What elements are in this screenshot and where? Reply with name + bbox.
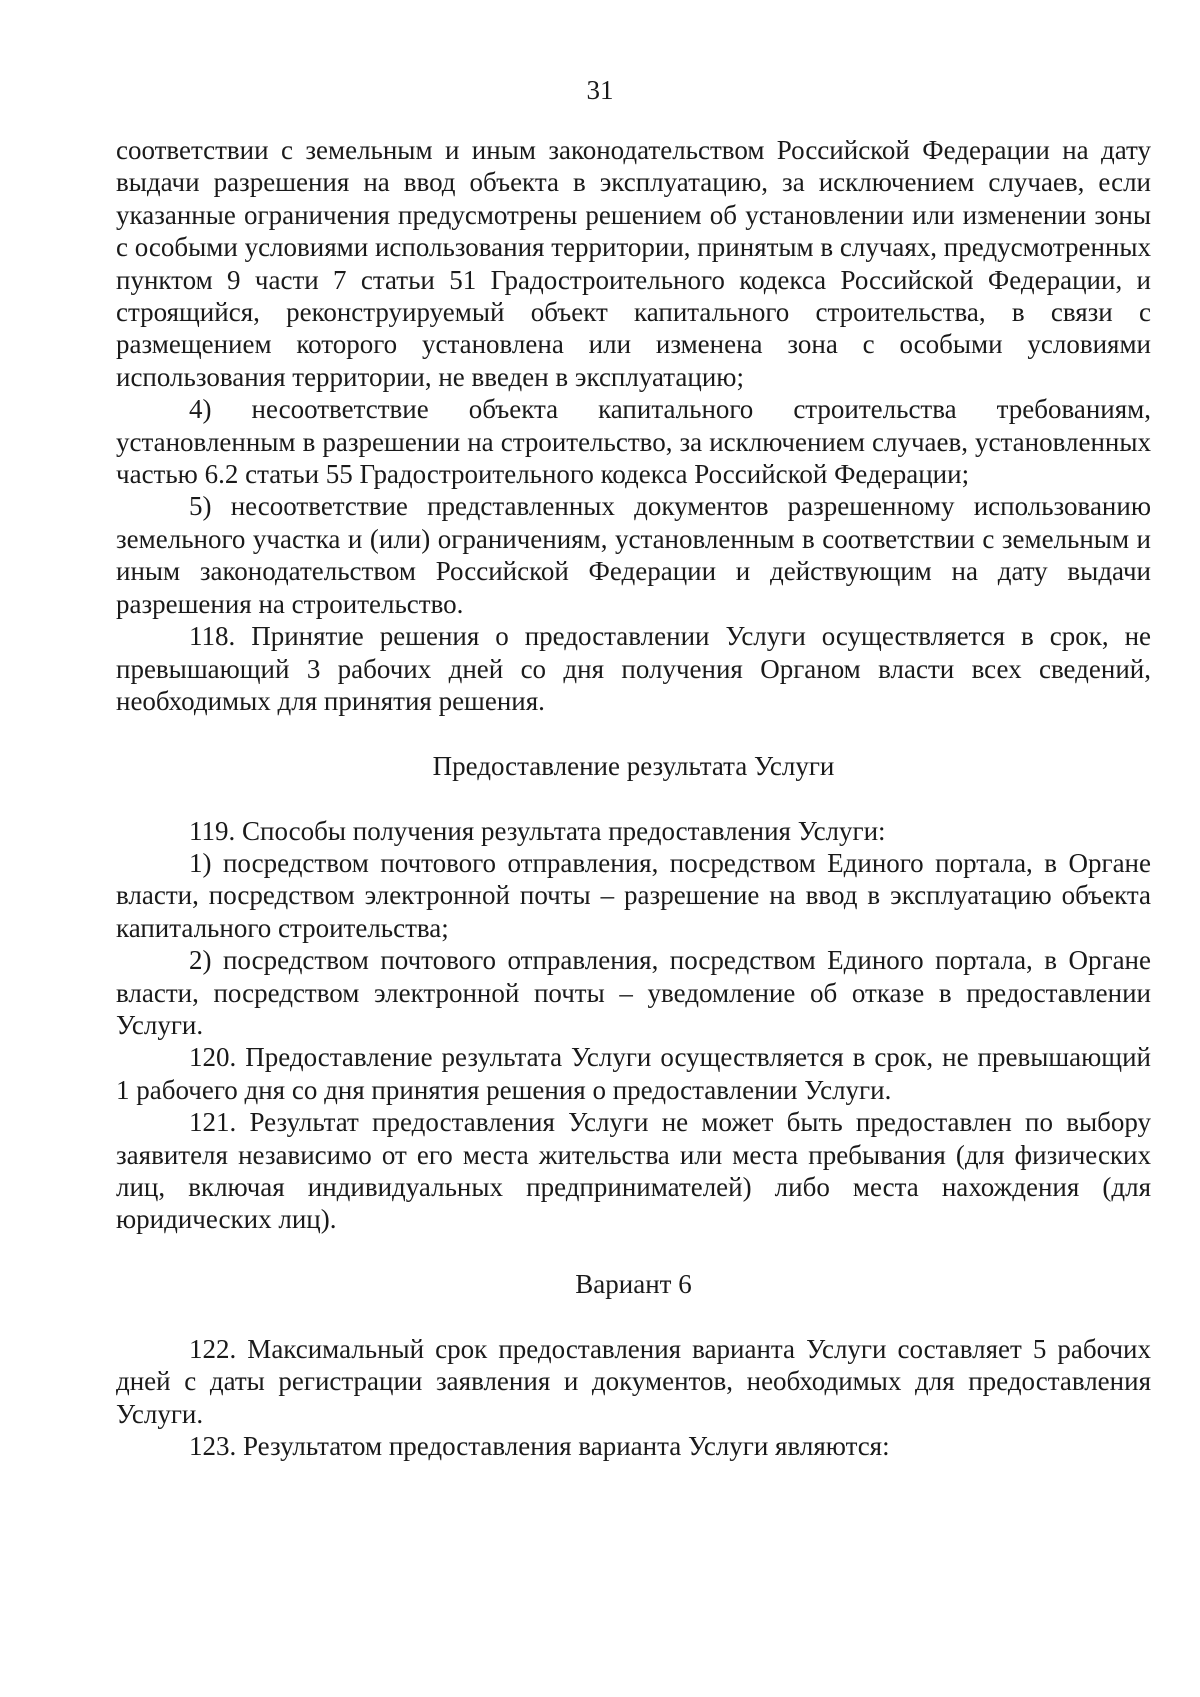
paragraph-118: 118. Принятие решения о предоставлении Услуги осуществляется в срок, не превышающий 3 рабочих дней со дня получения Органом власти всех сведений, необходимых для принятия решения. [116, 621, 1151, 716]
document-body [116, 134, 1151, 1463]
section-heading-variant-6: Вариант 6 [575, 1269, 692, 1300]
paragraph-119-item-2: 2) посредством почтового отправления, посредством Единого портала, в Органе власти, посредством электронной почты – уведомление об отказе в предоставлении Услуги. [116, 945, 1151, 1040]
paragraph-123: 123. Результатом предоставления варианта Услуги являются: [189, 1431, 890, 1462]
paragraph-119-item-1: 1) посредством почтового отправления, посредством Единого портала, в Органе власти, посредством электронной почты – разрешение на ввод в эксплуатацию объекта капитального строительства; [116, 847, 1151, 943]
section-heading-result: Предоставление результата Услуги [432, 750, 835, 781]
paragraph-121: 121. Результат предоставления Услуги не может быть предоставлен по выбору заявителя независимо от его места жительства или места пребывания (для физических лиц, включая индивидуальных предпринимателей) либо места нахождения (для юридических лиц). [116, 1107, 1151, 1235]
paragraph-122: 122. Максимальный срок предоставления варианта Услуги составляет 5 рабочих дней с даты регистрации заявления и документов, необходимых для предоставления Услуги. [116, 1333, 1151, 1429]
paragraph-120: 120. Предоставление результата Услуги осуществляется в срок, не превышающий 1 рабочего дня со дня принятия решения о предоставлении Услуги. [116, 1042, 1151, 1105]
page-number: 31 [586, 75, 614, 105]
paragraph-item-5: 5) несоответствие представленных документов разрешенному использованию земельного участка и (или) ограничениям, установленным в соответствии с земельным и иным законодательством Российской Федерации и действующим на дату выдачи разрешения на строительство. [116, 491, 1151, 619]
paragraph-continuation: соответствии с земельным и иным законодательством Российской Федерации на дату выдачи разрешения на ввод объекта в эксплуатацию, за исключением случаев, если указанные ограничения предусмотрены решением об установлении или изменении зоны с особыми условиями использования территории, принятым в случаях, предусмотренных пунктом 9 части 7 статьи 51 Градостроительного кодекса Российской Федерации, и строящийся, реконструируемый объект капитального строительства, в связи с размещением которого установлена или изменена зона с особыми условиями использования территории, не введен в эксплуатацию; [116, 135, 1151, 392]
paragraph-119: 119. Способы получения результата предоставления Услуги: [189, 815, 886, 846]
paragraph-item-4: 4) несоответствие объекта капитального строительства требованиям, установленным в разрешении на строительство, за исключением случаев, установленных частью 6.2 статьи 55 Градостроительного кодекса Российской Федерации; [116, 394, 1151, 490]
